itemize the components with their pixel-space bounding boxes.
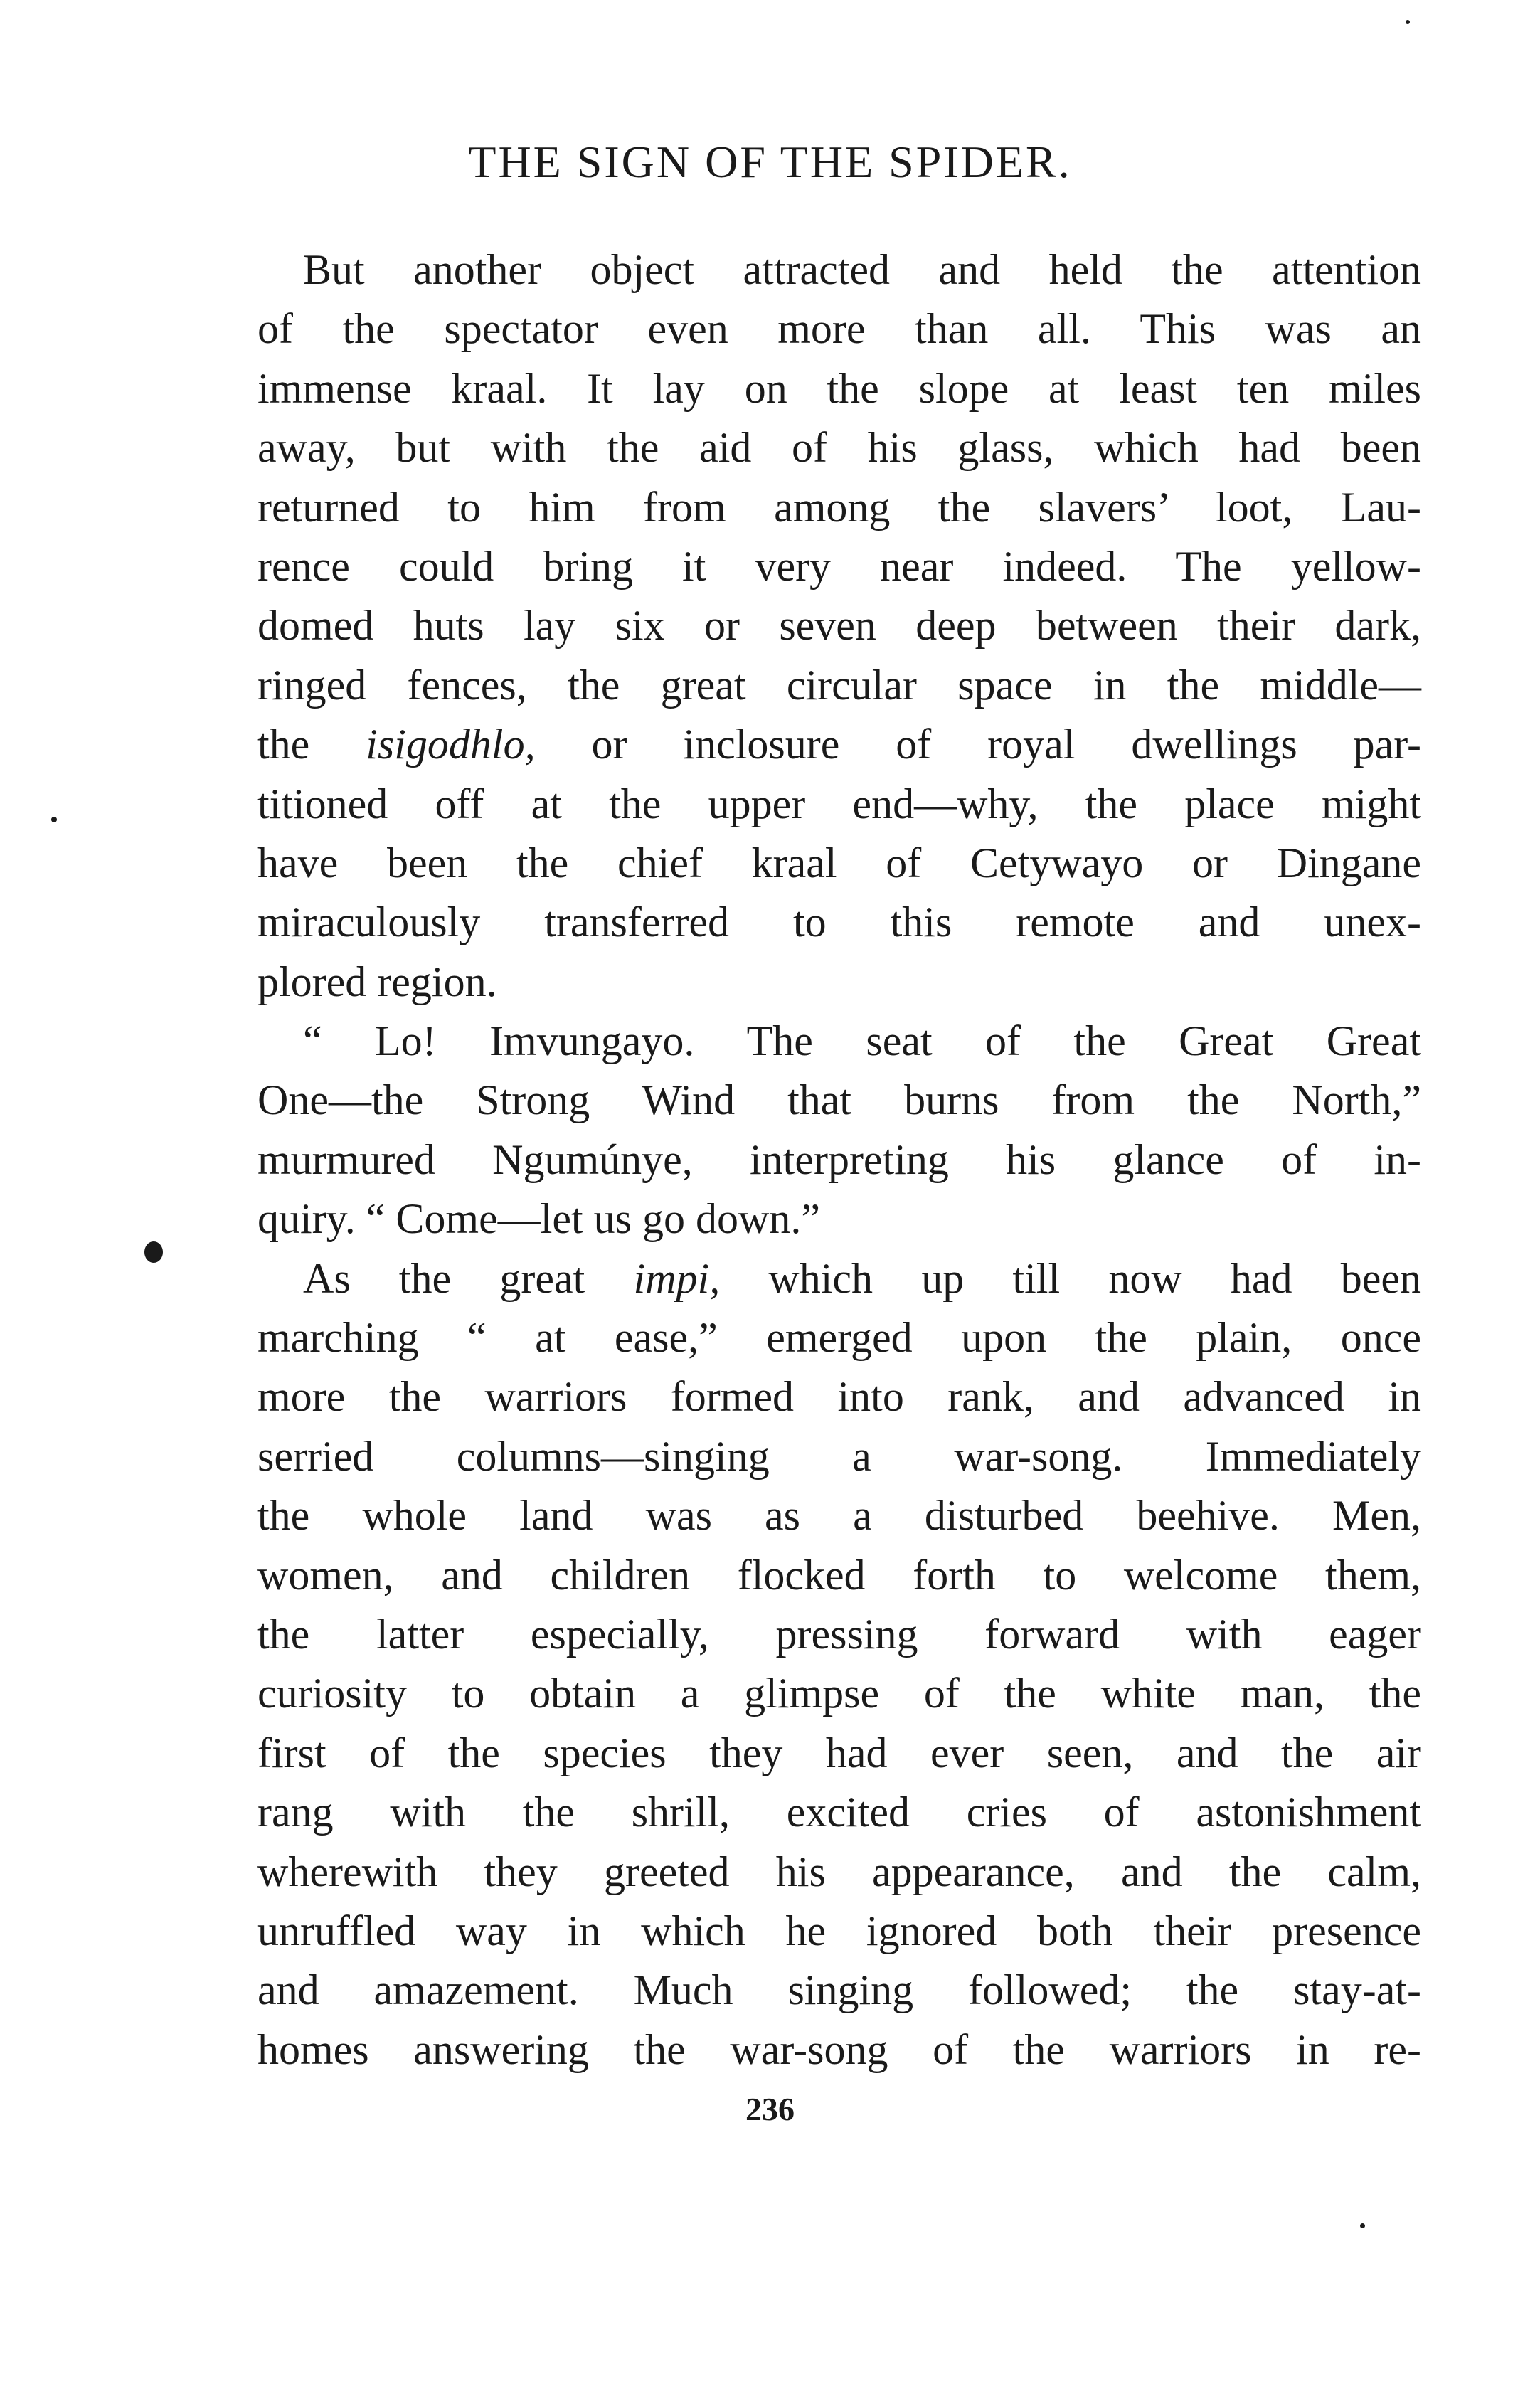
- text-line: [257, 1724, 1421, 1783]
- text-run: the: [257, 721, 366, 768]
- text-run: curiosity to obtain a glimpse of the white man, the: [257, 1670, 1421, 1717]
- text-line: [257, 240, 1421, 300]
- text-line: [257, 478, 1421, 537]
- text-run: One—the Strong Wind that burns from the North,”: [257, 1076, 1421, 1124]
- running-head: THE SIGN OF THE SPIDER.: [468, 137, 1072, 187]
- text-run: and amazement. Much singing followed; the stay-at-: [257, 1966, 1421, 2014]
- text-line: [257, 1130, 1421, 1190]
- text-run: marching “ at ease,” emerged upon the plain, once: [257, 1314, 1421, 1362]
- page-number: 236: [745, 2091, 795, 2127]
- text-run: plored region.: [257, 958, 497, 1005]
- text-run: quiry. “ Come—let us go down.”: [257, 1195, 820, 1243]
- text-run: But another object attracted and held the attention: [303, 246, 1421, 293]
- text-line: [257, 418, 1421, 477]
- text-line: [257, 596, 1421, 655]
- text-line: [257, 1012, 1421, 1071]
- text-run: unruffled way in which he ignored both their presence: [257, 1907, 1421, 1954]
- text-line: [257, 1308, 1421, 1367]
- text-line: [257, 1249, 1421, 1308]
- text-run: more the warriors formed into rank, and advanced in: [257, 1373, 1421, 1421]
- body-text: [257, 240, 1421, 2080]
- text-line: [257, 1902, 1421, 1961]
- text-line: [257, 1486, 1421, 1545]
- text-line: [257, 834, 1421, 893]
- text-run: miraculously transferred to this remote and unex-: [257, 899, 1421, 946]
- text-line: [257, 715, 1421, 774]
- text-line: [257, 1546, 1421, 1605]
- text-line: [257, 1427, 1421, 1486]
- text-line: [257, 656, 1421, 715]
- text-run: wherewith they greeted his appearance, and the calm,: [257, 1848, 1421, 1895]
- text-line: [257, 537, 1421, 596]
- text-run: which up till now had been: [720, 1254, 1421, 1302]
- text-run: ringed fences, the great circular space in the middle—: [257, 661, 1421, 709]
- text-run: returned to him from among the slavers’ loot, Lau-: [257, 483, 1421, 531]
- text-run: titioned off at the upper end—why, the place might: [257, 780, 1421, 827]
- print-speck: [51, 817, 57, 822]
- text-line: [257, 300, 1421, 359]
- text-run: or inclosure of royal dwellings par-: [535, 721, 1421, 768]
- text-run: away, but with the aid of his glass, which had been: [257, 424, 1421, 472]
- text-run: As the great: [303, 1254, 634, 1302]
- text-run: “ Lo! Imvungayo. The seat of the Great Great: [303, 1017, 1421, 1065]
- text-line: [257, 1190, 1421, 1249]
- text-line: [257, 1367, 1421, 1426]
- print-speck: [1406, 20, 1410, 24]
- text-line: [257, 359, 1421, 418]
- text-run: first of the species they had ever seen, and the air: [257, 1729, 1421, 1776]
- text-run: have been the chief kraal of Cetywayo or Dingane: [257, 839, 1421, 886]
- text-run: the latter especially, pressing forward with eager: [257, 1610, 1421, 1658]
- text-run: serried columns—singing a war-song. Immediately: [257, 1432, 1421, 1480]
- text-run: rang with the shrill, excited cries of astonishment: [257, 1789, 1421, 1836]
- text-line: [257, 1961, 1421, 2020]
- text-run: domed huts lay six or seven deep between their dark,: [257, 602, 1421, 650]
- text-run: immense kraal. It lay on the slope at least ten miles: [257, 364, 1421, 412]
- text-line: [257, 893, 1421, 952]
- text-line: [257, 1071, 1421, 1130]
- text-run: rence could bring it very near indeed. The yellow-: [257, 542, 1421, 590]
- text-line: [257, 2020, 1421, 2080]
- text-run: women, and children flocked forth to welcome them,: [257, 1551, 1421, 1599]
- text-line: [257, 953, 1421, 1012]
- text-run: homes answering the war-song of the warriors in re-: [257, 2025, 1421, 2073]
- text-line: [257, 1783, 1421, 1842]
- italic-word: impi,: [633, 1254, 721, 1302]
- text-line: [257, 1605, 1421, 1664]
- italic-word: isigodhlo,: [366, 721, 536, 768]
- text-line: [257, 775, 1421, 834]
- text-run: the whole land was as a disturbed beehive. Men,: [257, 1492, 1421, 1540]
- text-line: [257, 1843, 1421, 1902]
- text-line: [257, 1664, 1421, 1723]
- text-run: murmured Ngumúnye, interpreting his glance of in-: [257, 1135, 1421, 1183]
- print-speck: [144, 1241, 163, 1263]
- text-run: of the spectator even more than all. This was an: [257, 305, 1421, 353]
- print-speck: [1360, 2223, 1365, 2228]
